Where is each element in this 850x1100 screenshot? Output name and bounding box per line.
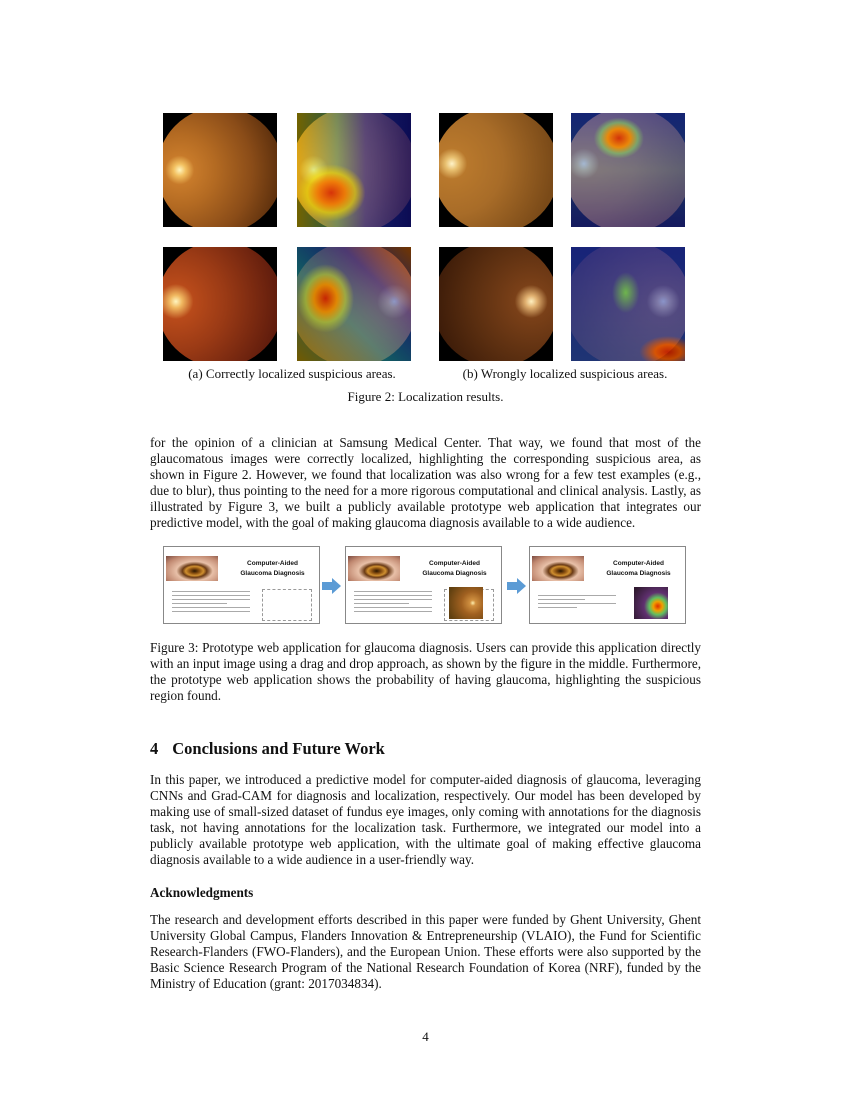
result-heatmap — [634, 587, 668, 619]
drop-zone — [262, 589, 312, 621]
heatmap-image-a1 — [297, 113, 411, 227]
dragged-fundus-image — [449, 587, 483, 619]
section-heading: 4 Conclusions and Future Work — [150, 739, 385, 758]
figure-2-caption: Figure 2: Localization results. — [347, 389, 504, 404]
heatmap-image-b2 — [571, 247, 685, 361]
fundus-image-a1 — [163, 113, 277, 227]
page-number: 4 — [422, 1029, 429, 1044]
subcaption-b: (b) Wrongly localized suspicious areas. — [462, 366, 668, 381]
figure-3-caption: Figure 3: Prototype web application for glaucoma diagnosis. Users can provide this application directly with an input image using a drag and drop approach, as shown by the figure in the middle. Furthermore, the prototype web application shows the probability of having glaucoma, highlighting the suspicious region found. — [150, 640, 701, 703]
subcaption-a: (a) Correctly localized suspicious areas. — [188, 366, 396, 381]
app-screenshot-3: Computer-Aided Glaucoma Diagnosis — [529, 546, 686, 624]
fundus-image-a2 — [163, 247, 277, 361]
fundus-image-b1 — [439, 113, 553, 227]
app-screenshot-2: Computer-Aided Glaucoma Diagnosis — [345, 546, 502, 624]
fundus-image-b2 — [439, 247, 553, 361]
acknowledgments-heading: Acknowledgments — [150, 885, 254, 900]
eye-photo — [166, 556, 218, 581]
app-screenshot-1: Computer-Aided Glaucoma Diagnosis — [163, 546, 320, 624]
heatmap-image-b1 — [571, 113, 685, 227]
conclusions-paragraph: In this paper, we introduced a predictive model for computer-aided diagnosis of glaucoma, leveraging CNNs and Grad-CAM for diagnosis and localization, respectively. Our model has been developed by making use of small-sized dataset of fundus eye images, only coming with annotations for the diagnosis task, not having annotations for the localization task. Furthermore, we integrated our model into a publicly available prototype web application, with the ultimate goal of making effective glaucoma diagnosis available to a wide audience in a user-friendly way. — [150, 772, 701, 867]
acknowledgments-paragraph: The research and development efforts described in this paper were funded by Ghent University, Ghent University Global Campus, Flanders Innovation & Entrepreneurship (VLAIO), the Fund for Scientific Research-Flanders (FWO-Flanders), and the European Union. These efforts were also supported by the Basic Science Research Program of the National Research Foundation of Korea (NRF), funded by the Ministry of Education (grant: 2017034834). — [150, 912, 701, 991]
heatmap-image-a2 — [297, 247, 411, 361]
body-paragraph: for the opinion of a clinician at Samsung Medical Center. That way, we found that most of the glaucomatous images were correctly localized, highlighting the corresponding suspicious area, as shown in Figure 2. However, we found that localization was also wrong for a few test examples (e.g., due to blur), thus pointing to the need for a more rigorous computational and clinical analysis. Lastly, as illustrated by Figure 3, we built a publicly available prototype web application that integrates our predictive model, with the goal of making glaucoma diagnosis available to a wide audience. — [150, 435, 701, 530]
